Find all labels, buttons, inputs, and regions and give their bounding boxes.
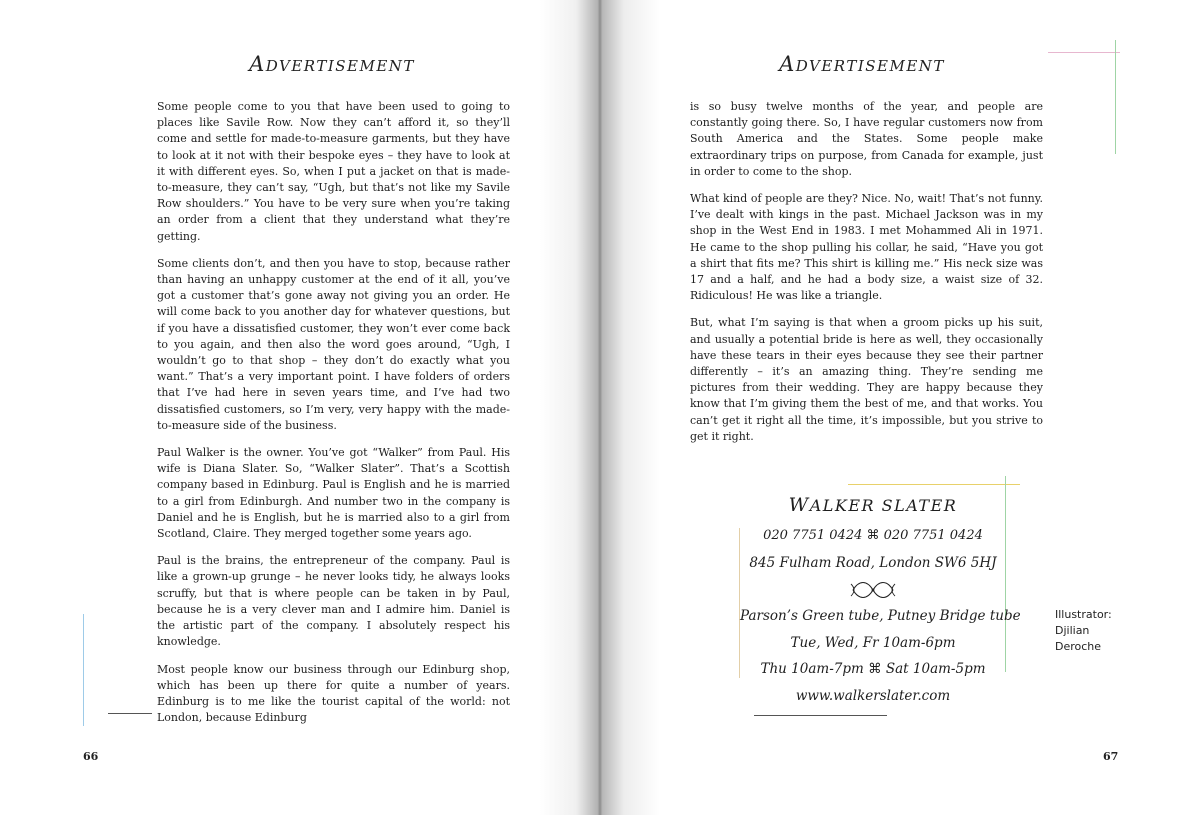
- running-head-left: ADVERTISEMENT: [249, 52, 415, 76]
- credit-last-name: Deroche: [1055, 640, 1102, 653]
- flourish-ornament-icon: [740, 576, 1006, 603]
- decorative-dark-rule: [108, 713, 152, 714]
- paragraph: Some people come to you that have been used to going to places like Savile Row. Now they can’t afford it, so they’ll come and settle for made-to-measure garments, but they have to look at it not with their bespoke eyes – they have to look at it with different eyes. So, when I put a jacket on that is made-to-measure, they can’t say, “Ugh, but that’s not like my Savile Row shoulders.” You have to be very sure when you’re taking an order from a client that they understand what they’re getting.: [157, 100, 510, 243]
- paragraph: But, what I’m saying is that when a groom picks up his suit, and usually a potential bride is here as well, they occasionally have these tears in their eyes because they see their partner differently – it’s an amazing thing. They’re sending me pictures from their wedding. They are happy because they know that I’m giving them the best of me, and that works. You can’t get it right all the time, it’s impossible, but you strive to get it right.: [690, 316, 1043, 443]
- transport-info: Parson’s Green tube, Putney Bridge tube: [740, 608, 1021, 624]
- shop-name: WALKER SLATER: [788, 494, 958, 516]
- illustrator-credit: [1055, 607, 1135, 655]
- decorative-dark-rule-ad: [754, 715, 887, 716]
- decorative-blue-rule: [83, 614, 84, 726]
- paragraph: Some clients don’t, and then you have to stop, because rather than having an unhappy customer at the end of it all, you’ve got a customer that’s gone away not giving you an order. He will come back to you another day for whatever questions, but if you have a dissatisfied customer, they won’t ever come back to you again, and then also the word goes around, “Ugh, I wouldn’t go to that shop – they don’t do exactly what you want.” That’s a very important point. I have folders of orders that I’ve had here in seven years time, and I’ve had two dissatisfied customers, so I’m very, very happy with the made-to-measure side of the business.: [157, 256, 510, 432]
- left-text-column: [157, 99, 510, 737]
- decorative-green-rule-top: [1115, 40, 1116, 154]
- paragraph: What kind of people are they? Nice. No, wait! That’s not funny. I’ve dealt with kings in the past. Michael Jackson was in my shop in the West End in 1983. I met Mohammed Ali in 1971. He came to the shop pulling his collar, he said, “Have you got a shirt that fits me? This shirt is killing me.” His neck size was 17 and a half, and he had a body size, a waist size of 32. Ridiculous! He was like a triangle.: [690, 192, 1043, 303]
- decorative-pink-rule: [1048, 52, 1120, 53]
- opening-hours-late: Thu 10am-7pm ⌘ Sat 10am-5pm: [760, 661, 986, 677]
- page-number-left: 66: [83, 750, 99, 763]
- paragraph: Paul Walker is the owner. You’ve got “Walker” from Paul. His wife is Diana Slater. So, “Walker Slater”. That’s a Scottish company based in Edinburg. Paul is English and he is married to a girl from Edinburgh. And number two in the company is Daniel and he is English, but he is married also to a girl from Scotland, Claire. They merged together some years ago.: [157, 446, 510, 541]
- shop-address: 845 Fulham Road, London SW6 5HJ: [749, 554, 997, 571]
- page-number-right: 67: [1103, 750, 1119, 763]
- credit-first-name: Djilian: [1055, 624, 1090, 637]
- opening-hours-weekdays: Tue, Wed, Fr 10am-6pm: [790, 634, 956, 651]
- paragraph: is so busy twelve months of the year, and people are constantly going there. So, I have regular customers now from South America and the States. Some people make extraordinary trips on purpose, from Canada for example, just in order to come to the shop.: [690, 100, 1043, 178]
- decorative-yellow-rule: [848, 484, 1020, 485]
- left-page: [0, 0, 598, 815]
- advertisement-block: [740, 494, 1021, 709]
- phone-numbers: 020 7751 0424 ⌘ 020 7751 0424: [763, 528, 983, 543]
- credit-label: Illustrator:: [1055, 608, 1112, 621]
- paragraph: Paul is the brains, the entrepreneur of the company. Paul is like a grown-up grunge – he never looks tidy, he always looks scruffy, but that is where people can be taken in by Paul, because he is a very clever man and I admire him. Daniel is the artistic part of the company. I absolutely respect his knowledge.: [157, 554, 510, 649]
- paragraph: Most people know our business through our Edinburg shop, which has been up there for quite a number of years. Edinburg is to me like the tourist capital of the world: not London, because Edinburg: [157, 662, 510, 725]
- right-text-column: [690, 99, 1043, 456]
- running-head-right: ADVERTISEMENT: [779, 52, 945, 76]
- shop-website: www.walkerslater.com: [795, 687, 951, 704]
- book-gutter-shadow: [540, 0, 660, 815]
